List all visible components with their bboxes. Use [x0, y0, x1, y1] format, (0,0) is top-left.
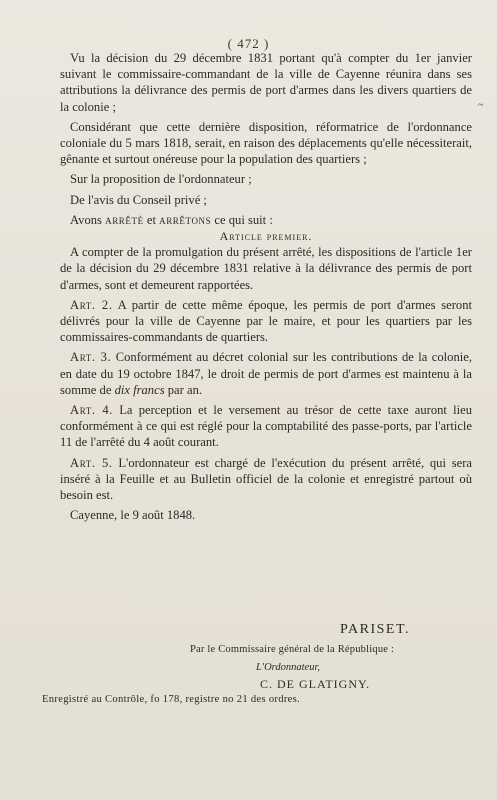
paragraph-avons-arrete [60, 212, 472, 228]
article-3-label: Art. 3. [70, 350, 112, 365]
ce-qui-suit-text: ce qui suit : [211, 212, 273, 227]
paragraph-considerant: Considérant que cette dernière disposition, réformatrice de l'ordonnance coloniale du 5 mars 1818, serait, en raison des déplacements qu'elle nécessiterait, gênante et surtout onéreuse pour la population des quartiers ; [60, 119, 472, 167]
article-3-text: Conformément au décret colonial sur les contributions de la colonie, en date du 19 octobre 1847, le droit de permis de port d'armes est maintenu à la somme de [60, 350, 472, 397]
arrete-word: arrêté [105, 212, 144, 227]
paragraph-de-lavis: De l'avis du Conseil privé ; [70, 192, 207, 207]
paragraph-vu-la-decision: Vu la décision du 29 décembre 1831 portant qu'à compter du 1er janvier suivant le commissaire-commandant de la ville de Cayenne réunira dans ses attributions la délivrance des permis de port d'armes dans les divers quartiers de la colonie ; [60, 51, 472, 114]
article-4-text: La perception et le versement au trésor de cette taxe auront lieu conformément à ce qui est réglé pour la comptabilité des passe-ports, par l'article 11 de l'arrêté du 4 août courant. [60, 403, 472, 450]
article-3-amount: dix francs [114, 382, 165, 397]
date-line: Cayenne, le 9 août 1848. [70, 508, 196, 523]
margin-mark: ~ [478, 100, 484, 111]
page-number: ( 472 ) [227, 36, 270, 51]
article-2 [60, 297, 472, 346]
article-2-text: A partir de cette même époque, les permis de port d'armes seront délivrés pour la ville de Cayenne par le maire, et pour les quartiers par les commissaires-commandants de quartiers. [60, 297, 472, 345]
countersign-intro: Par le Commissaire général de la République : [190, 644, 395, 655]
paragraph-sur-la-proposition: Sur la proposition de l'ordonnateur ; [70, 172, 252, 187]
article-5-label: Art. 5. [70, 455, 113, 470]
article-premier-heading: Article premier. [219, 229, 313, 244]
article-4-label: Art. 4. [70, 403, 114, 418]
document-body [60, 50, 472, 523]
article-5-text: L'ordonnateur est chargé de l'exécution du présent arrêté, qui sera inséré à la Feuille et au Bulletin officiel de la colonie et enregistré partout où besoin est. [60, 455, 472, 503]
avons-text: Avons [70, 212, 106, 227]
registration-footer: Enregistré au Contrôle, fo 178, registre no 21 des ordres. [42, 694, 301, 705]
countersign-role: L'Ordonnateur, [256, 662, 320, 673]
article-1-text: A compter de la promulgation du présent arrêté, les dispositions de l'article 1er de la décision du 29 décembre 1831 relative à la délivrance des permis de port d'armes, sont et demeurent rapportées. [60, 245, 472, 292]
arretons-word: arrêtons [159, 212, 212, 227]
article-3-suffix: par an. [164, 382, 203, 397]
article-3 [60, 349, 472, 398]
article-5 [60, 455, 472, 504]
signatory-name: PARISET. [340, 622, 410, 637]
countersign-name: C. DE GLATIGNY. [260, 677, 371, 691]
article-4 [60, 402, 472, 451]
article-2-label: Art. 2. [70, 297, 113, 312]
et-word: et [143, 212, 160, 227]
